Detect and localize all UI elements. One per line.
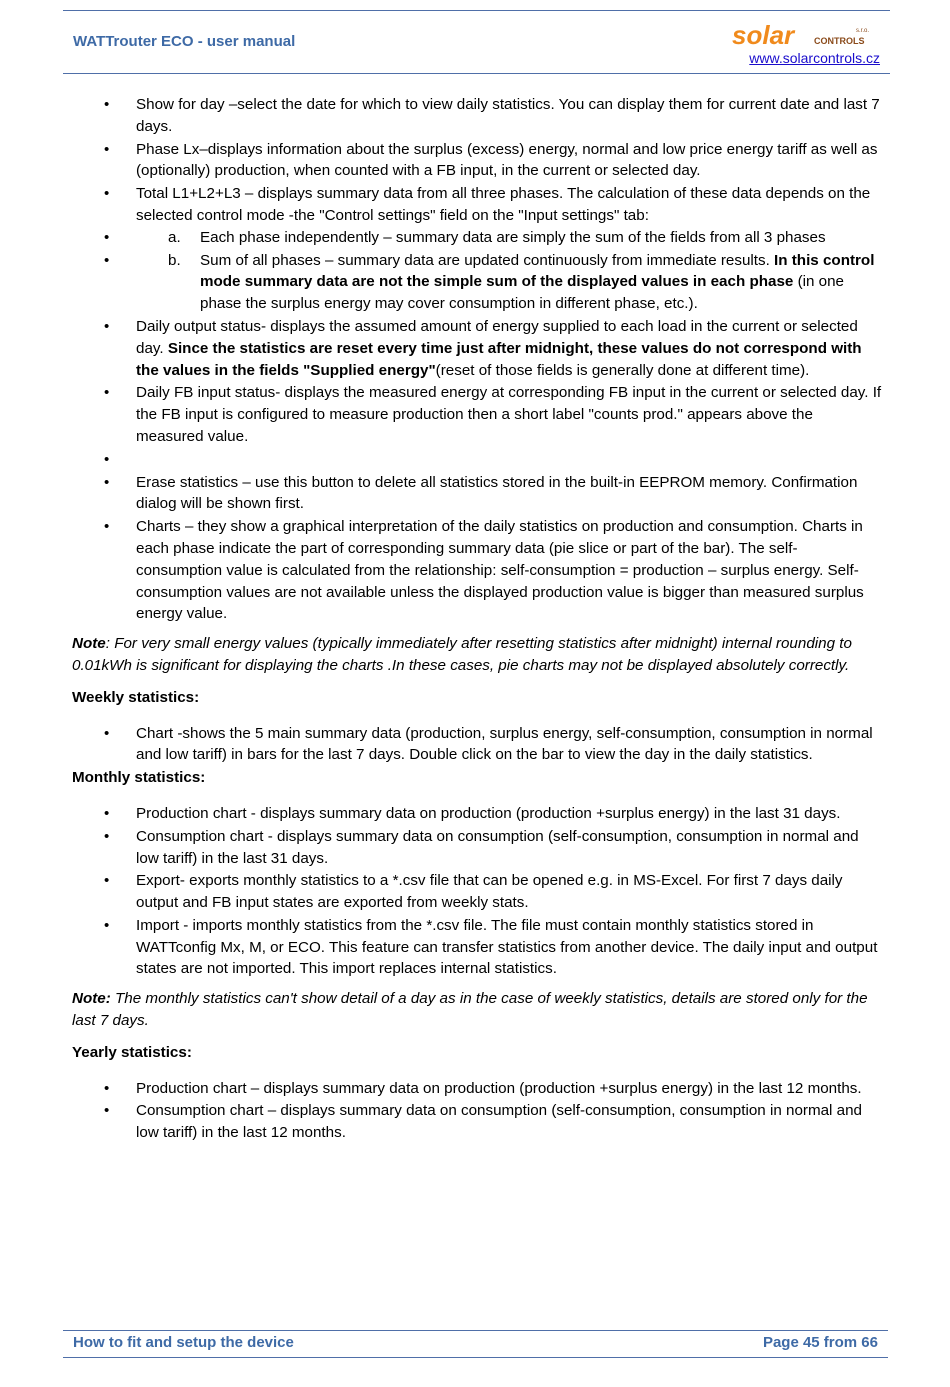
yearly-list: [72, 1078, 882, 1144]
list-item: • Phase Lx–displays information about the surplus (excess) energy, normal and low price energy tariff as well as (optionally) production, when counted with a FB input, in the current or selected day.: [72, 139, 882, 183]
list-item: [72, 316, 882, 381]
note-daily: [72, 633, 882, 677]
sub-item-b: [72, 250, 882, 315]
sub-item-marker: • b.: [168, 251, 181, 269]
sub-item-emphasis: In this control mode summary data are not the simple sum of the displayed values in each phase: [200, 251, 875, 291]
note-label: Note: [72, 635, 106, 653]
note-label: Note:: [72, 990, 111, 1008]
website-link[interactable]: www.solarcontrols.cz: [749, 50, 880, 66]
list-item-text: Daily output status- displays the assumed amount of energy supplied to each load in the current or selected day.: [136, 317, 858, 357]
list-item: • Show for day –select the date for which to view daily statistics. You can display them for current date and last 7 days.: [72, 94, 882, 138]
list-item-text: (reset of those fields is generally done at different time).: [435, 361, 810, 379]
monthly-heading: Monthly statistics:: [72, 769, 206, 787]
solarcontrols-logo: [732, 22, 880, 50]
note-monthly: [72, 988, 882, 1032]
list-item: [72, 183, 882, 315]
sub-item-text: (in one phase the surplus energy may cover consumption in different phase, etc.).: [200, 273, 845, 313]
footer-section-title: How to fit and setup the device: [73, 1334, 294, 1351]
logo-wordmark: solar: [732, 22, 795, 50]
list-item: • Production chart - displays summary data on production (production +surplus energy) in the last 31 days.: [72, 803, 882, 825]
logo-subtext: CONTROLS: [814, 36, 865, 46]
note-text: : For very small energy values (typically immediately after resetting statistics after midnight) internal rounding to 0.01kWh is significant for displaying the charts .In these cases, pie charts may not be displayed absolutely correctly.: [72, 635, 852, 674]
list-item-text: Total L1+L2+L3 – displays summary data from all three phases. The calculation of these data depends on the selected control mode -the "Control settings" field on the "Input settings" tab:: [136, 185, 871, 224]
sub-item-marker: • a.: [168, 228, 181, 246]
sub-item-text: Sum of all phases – summary data are updated continuously from immediate results.: [200, 251, 775, 269]
weekly-list: [72, 723, 882, 767]
list-item: • Chart -shows the 5 main summary data (production, surplus energy, self-consumption, consumption in normal and low tariff) in bars for the last 7 days. Double click on the bar to view the day in the daily statistics.: [72, 723, 882, 767]
list-item: • Import - imports monthly statistics from the *.csv file. The file must contain monthly statistics stored in WATTconfig Mx, M, or ECO. This feature can transfer statistics from another device. The daily input and output states are not imported. This import replaces internal statistics.: [72, 915, 882, 980]
note-text: The monthly statistics can't show detail of a day as in the case of weekly statistics, details are stored only for the last 7 days.: [72, 990, 868, 1030]
daily-statistics-list: [72, 94, 882, 625]
list-item: • Consumption chart - displays summary data on consumption (self-consumption, consumption in normal and low tariff) in the last 31 days.: [72, 826, 882, 870]
sub-item-a: [72, 227, 882, 249]
list-item-emphasis: Since the statistics are reset every time just after midnight, these values do not correspond with the values in the fields "Supplied energy": [136, 339, 862, 379]
list-item: • Charts – they show a graphical interpretation of the daily statistics on production and consumption. Charts in each phase indicate the part of corresponding summary data (pie slice or part of the bar). The self-consumption value is calculated from the relationship: self-consumption = production – surplus energy. Self-consumption values are not available unless the displayed production value is bigger than measured surplus energy value.: [72, 516, 882, 625]
logo-sro: s.r.o.: [856, 28, 870, 34]
yearly-heading: Yearly statistics:: [72, 1043, 192, 1061]
monthly-list: [72, 803, 882, 980]
page-header: [63, 10, 890, 74]
list-item: • Export- exports monthly statistics to a *.csv file that can be opened e.g. in MS-Excel. For first 7 days daily output and FB input states are exported from weekly stats.: [72, 870, 882, 914]
sub-item-text: Each phase independently – summary data are simply the sum of the fields from all 3 phases: [200, 228, 826, 246]
control-mode-list: [72, 227, 882, 315]
list-item: • Erase statistics – use this button to delete all statistics stored in the built-in EEPROM memory. Confirmation dialog will be shown first.: [72, 472, 882, 516]
document-title: WATTrouter ECO - user manual: [73, 33, 296, 50]
list-item: • Production chart – displays summary data on production (production +surplus energy) in the last 12 months.: [72, 1078, 882, 1100]
list-item: • Daily FB input status- displays the measured energy at corresponding FB input in the current or selected day. If the FB input is configured to measure production then a short label "counts prod." appears above the measured value.: [72, 382, 882, 447]
page-footer: [63, 1330, 888, 1358]
page-number: Page 45 from 66: [762, 1334, 878, 1351]
list-item: • Consumption chart – displays summary data on consumption (self-consumption, consumption in normal and low tariff) in the last 12 months.: [72, 1100, 882, 1144]
page-content: [72, 94, 882, 1145]
weekly-heading: Weekly statistics:: [72, 688, 200, 706]
list-item-empty: [72, 449, 882, 471]
